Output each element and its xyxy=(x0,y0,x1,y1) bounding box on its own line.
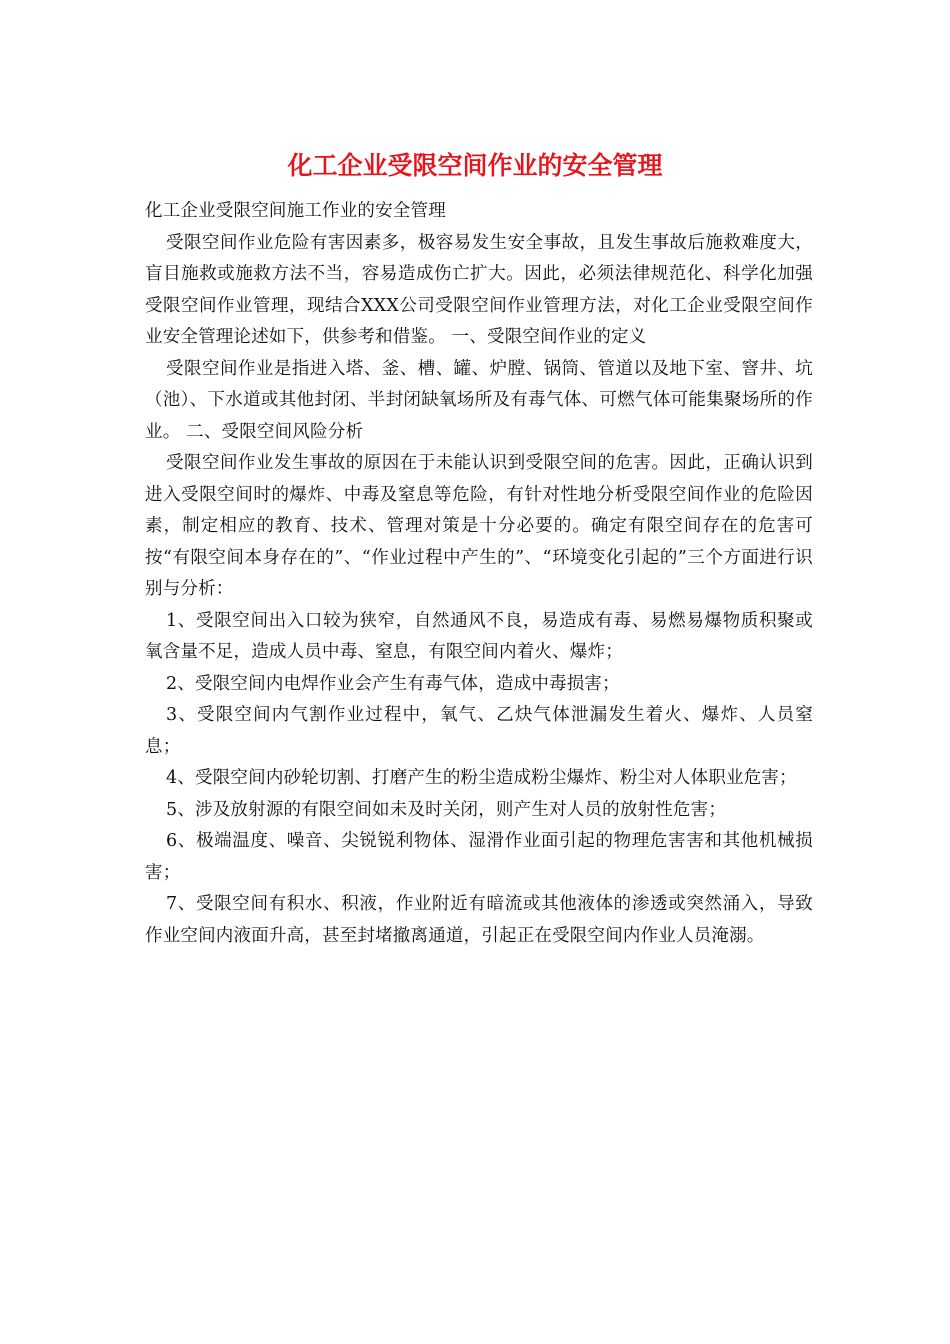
list-item-hazard-6: 6、极端温度、噪音、尖锐锐利物体、湿滑作业面引起的物理危害害和其他机械损害； xyxy=(145,831,813,883)
paragraph-risk-analysis: 受限空间作业发生事故的原因在于未能认识到受限空间的危害。因此，正确认识到进入受限空间时的爆炸、中毒及窒息等危险，有针对性地分析受限空间作业的危险因素，制定相应的教育、技术、管理对策是十分必要的。确定有限空间存在的危害可按“有限空间本身存在的”、“作业过程中产生的”、“环境变化引起的”三个方面进行识别与分析： xyxy=(145,453,813,599)
list-item-hazard-2: 2、受限空间内电焊作业会产生有毒气体，造成中毒损害； xyxy=(166,673,620,694)
list-item-hazard-3: 3、受限空间内气割作业过程中，氧气、乙炔气体泄漏发生着火、爆炸、人员窒息； xyxy=(145,705,813,757)
paragraph-intro: 受限空间作业危险有害因素多，极容易发生安全事故，且发生事故后施救难度大，盲目施救或施救方法不当，容易造成伤亡扩大。因此，必须法律规范化、科学化加强受限空间作业管理，现结合XXX公司受限空间作业管理方法，对化工企业受限空间作业安全管理论述如下，供参考和借鉴。 一、受限空间作业的定义 xyxy=(145,232,813,347)
list-item-hazard-5: 5、涉及放射源的有限空间如未及时关闭，则产生对人员的放射性危害； xyxy=(166,799,727,820)
paragraph-definition: 受限空间作业是指进入塔、釜、槽、罐、炉膛、锅筒、管道以及地下室、窨井、坑（池）、下水道或其他封闭、半封闭缺氧场所及有毒气体、可燃气体可能集聚场所的作业。 二、受限空间风险分析 xyxy=(145,358,813,442)
list-item-hazard-1: 1、受限空间出入口较为狭窄，自然通风不良，易造成有毒、易燃易爆物质积聚或氧含量不足，造成人员中毒、窒息，有限空间内着火、爆炸； xyxy=(145,610,813,662)
document-title: 化工企业受限空间作业的安全管理 xyxy=(287,151,663,180)
document-subtitle: 化工企业受限空间施工作业的安全管理 xyxy=(145,201,446,221)
list-item-hazard-7: 7、受限空间有积水、积液，作业附近有暗流或其他液体的渗透或突然涌入，导致作业空间内液面升高，甚至封堵撤离通道，引起正在受限空间内作业人员淹溺。 xyxy=(145,894,813,946)
document-body xyxy=(145,196,813,952)
list-item-hazard-4: 4、受限空间内砂轮切割、打磨产生的粉尘造成粉尘爆炸、粉尘对人体职业危害； xyxy=(166,768,797,788)
